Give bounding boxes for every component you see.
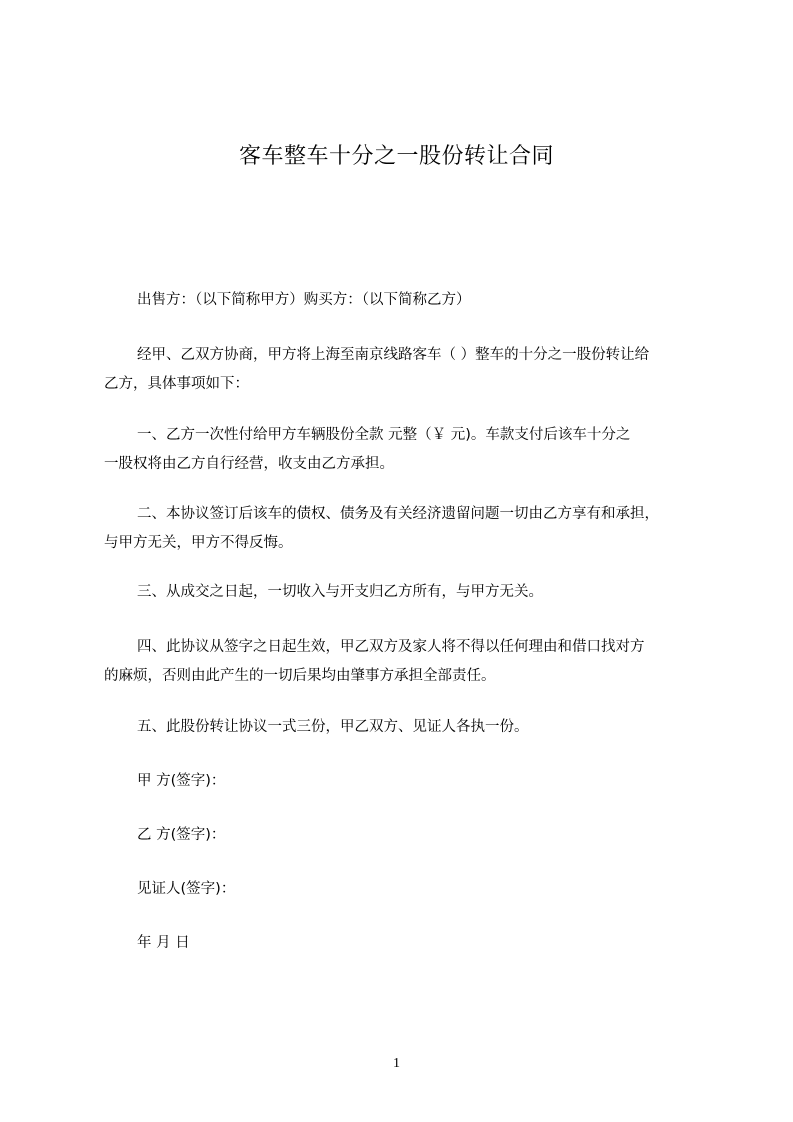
clause-2 xyxy=(104,500,704,558)
intro-line-2: 乙方，具体事项如下： xyxy=(104,376,249,392)
clause-2-line-1: 二、本协议签订后该车的债权、债务及有关经济遗留问题一切由乙方享有和承担， xyxy=(137,506,659,522)
clause-5: 五、此股份转让协议一式三份，甲乙双方、见证人各执一份。 xyxy=(137,719,529,735)
clause-3: 三、从成交之日起，一切收入与开支归乙方所有，与甲方无关。 xyxy=(137,584,543,600)
clause-4-line-1: 四、此协议从签字之日起生效，甲乙双方及家人将不得以任何理由和借口找对方 xyxy=(137,639,645,655)
signature-date: 年 月 日 xyxy=(137,935,190,951)
intro-paragraph xyxy=(104,341,704,399)
signature-party-a: 甲 方(签字)： xyxy=(137,773,226,789)
document-title: 客车整车十分之一股份转让合同 xyxy=(238,144,554,169)
intro-line-1: 经甲、乙双方协商，甲方将上海至南京线路客车（ ）整车的十分之一股份转让给 xyxy=(137,347,650,363)
clause-1-line-1: 一、乙方一次性付给甲方车辆股份全款 元整（￥ 元)。车款支付后该车十分之 xyxy=(137,427,631,443)
signature-party-b: 乙 方(签字)： xyxy=(137,827,226,843)
page-number: 1 xyxy=(393,1056,400,1071)
parties-line: 出售方：（以下简称甲方）购买方：（以下简称乙方） xyxy=(137,292,471,308)
clause-1-line-2: 一股权将由乙方自行经营，收支由乙方承担。 xyxy=(104,456,394,472)
clause-4-line-2: 的麻烦，否则由此产生的一切后果均由肇事方承担全部责任。 xyxy=(104,668,496,684)
clause-4 xyxy=(104,633,704,691)
signature-witness: 见证人(签字)： xyxy=(137,881,236,897)
clause-2-line-2: 与甲方无关，甲方不得反悔。 xyxy=(104,535,293,551)
clause-1 xyxy=(104,421,704,479)
